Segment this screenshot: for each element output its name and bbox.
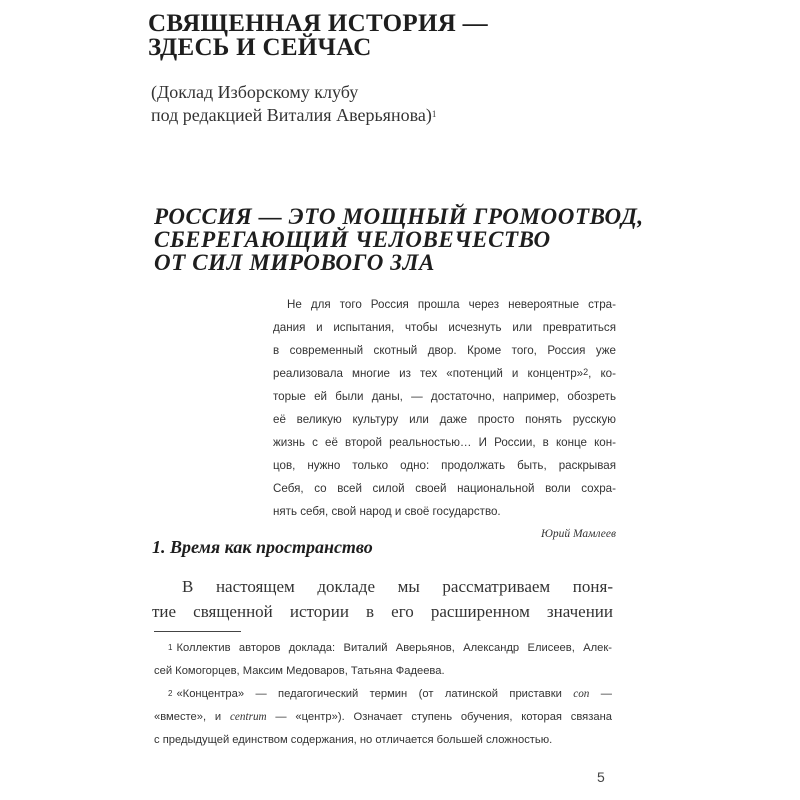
body-paragraph [152, 574, 613, 624]
epigraph-line: Не для того Россия прошла через невероятные стра- [287, 298, 616, 311]
epigraph-line: торые ей были даны, — достаточно, например, обозреть [273, 390, 616, 403]
chapter-title-line: СВЯЩЕННАЯ ИСТОРИЯ — [148, 10, 488, 37]
section-title-line: СБЕРЕГАЮЩИЙ ЧЕЛОВЕЧЕСТВО [154, 227, 551, 252]
section-title-line: РОССИЯ — ЭТО МОЩНЫЙ ГРОМООТВОД, [154, 204, 644, 229]
epigraph-line: в современный скотный двор. Кроме того, Россия уже [273, 344, 616, 357]
subtitle-line [151, 104, 571, 127]
epigraph-line: цов, нужно только одно: продолжать быть, раскрывая [273, 459, 616, 472]
footnote-text: — «центр»). Означает ступень обучения, которая связана [266, 711, 612, 723]
footnote-1-line [154, 637, 612, 660]
footnote-2-line: с предыдущей единством содержания, но отличается большей сложностью. [154, 734, 553, 746]
epigraph-line: нять себя, свой народ и своё государство. [273, 505, 501, 518]
footnote-divider [154, 631, 241, 632]
epigraph-line-text: реализовала многие из тех «потенций и концентр» [273, 367, 584, 380]
subtitle [151, 81, 571, 127]
body-line: В настоящем докладе мы рассматриваем поня- [182, 577, 613, 596]
footnotes [154, 637, 612, 752]
footnote-1-line: сей Комогорцев, Максим Медоваров, Татьяна Фадеева. [154, 665, 445, 677]
footnote-2-line [154, 706, 612, 729]
epigraph-line: её великую культуру или даже просто понять русскую [273, 413, 616, 426]
epigraph-line-tail: , ко- [588, 367, 616, 380]
subtitle-line-text: под редакцией Виталия Аверьянова) [151, 105, 432, 125]
footnote-latin-term: con [573, 688, 590, 700]
footnote-number: 2 [168, 689, 173, 698]
epigraph-line: дания и испытания, чтобы исчезнуть или превратиться [273, 321, 616, 334]
footnote-2-line [154, 683, 612, 706]
footnote-text: «вместе», и [154, 711, 230, 723]
epigraph [273, 293, 616, 546]
page-number: 5 [597, 769, 605, 785]
chapter-title-line: ЗДЕСЬ И СЕЙЧАС [148, 34, 372, 61]
chapter-title [148, 12, 608, 60]
footnote-number: 1 [168, 643, 173, 652]
footnote-text: Коллектив авторов доклада: Виталий Аверьянов, Александр Елисеев, Алек- [176, 642, 612, 654]
subsection-heading: 1. Время как пространство [152, 537, 373, 557]
subtitle-line: (Доклад Изборскому клубу [151, 82, 359, 102]
epigraph-line: Себя, со всей силой своей национальной воли сохра- [273, 482, 616, 495]
section-title [154, 204, 644, 275]
footnote-latin-term: centrum [229, 711, 267, 723]
footnote-text: — [589, 688, 612, 700]
footnote-text: «Концентра» — педагогический термин (от латинской приставки [176, 688, 574, 700]
section-title-line: ОТ СИЛ МИРОВОГО ЗЛА [154, 250, 435, 275]
body-line: тие священной истории в его расширенном значении [152, 602, 613, 621]
epigraph-author: Юрий Мамлеев [540, 528, 616, 540]
epigraph-line: жизнь с её второй реальностью… И России, в конце кон- [273, 436, 616, 449]
epigraph-line [273, 362, 616, 385]
footnote-ref-1[interactable]: 1 [431, 109, 437, 119]
footnote-ref-2[interactable]: 2 [583, 367, 589, 377]
